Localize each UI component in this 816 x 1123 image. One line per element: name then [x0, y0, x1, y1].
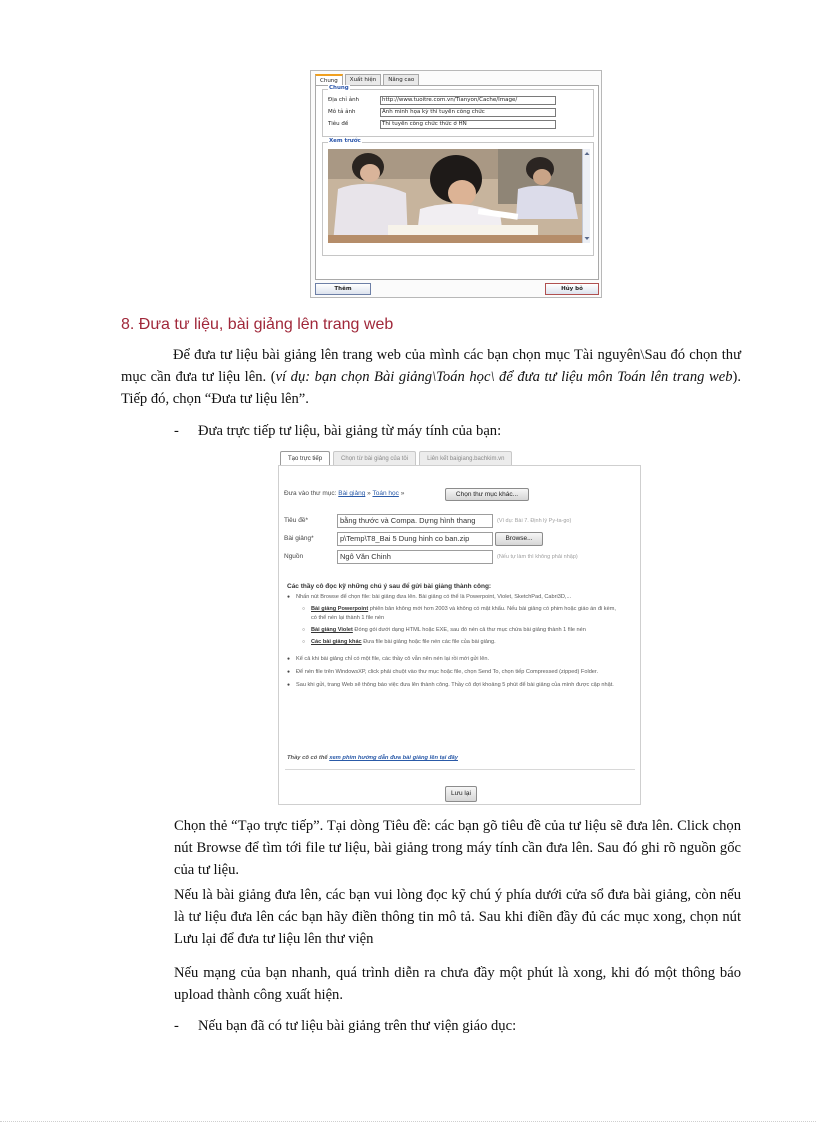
students-exam-photo — [328, 149, 582, 243]
note-powerpoint-text: phiên bản không mới hơn 2003 và không có mật khẩu. Nếu bài giảng có phim hoặc giáo án đi kèm, có thể nén lại thành 1 file nén — [311, 606, 616, 621]
choose-folder-button[interactable]: Chọn thư mục khác... — [445, 488, 529, 501]
paragraph-network-speed: Nếu mạng của bạn nhanh, quá trình diễn ra chưa đầy một phút là xong, khi đó một thông báo upload thành công xuất hiện. — [174, 965, 741, 1003]
intro-text-2: ). Tiếp đó, chọn “Đưa tư liệu lên”. — [121, 369, 741, 407]
title-input[interactable]: bằng thước và Compa. Dựng hình thang — [337, 514, 493, 528]
image-description-row — [328, 108, 590, 117]
save-button[interactable]: Lưu lại — [445, 786, 477, 802]
note-powerpoint — [287, 605, 617, 623]
tab-general[interactable]: Chung — [315, 74, 343, 86]
tab-advanced[interactable]: Nâng cao — [383, 74, 419, 85]
lecture-file-label: Bài giảng* — [284, 535, 314, 542]
preview-group — [322, 138, 594, 256]
folder-path-label: Đưa vào thư mục: — [284, 490, 337, 497]
browse-button[interactable]: Browse... — [495, 532, 543, 546]
source-input[interactable]: Ngô Văn Chinh — [337, 550, 493, 564]
title-label: Tiêu đề* — [284, 517, 308, 524]
image-url-label: Địa chỉ ảnh — [328, 97, 360, 103]
folder-link-math[interactable]: Toán học — [372, 490, 399, 497]
page-bottom-rule — [0, 1121, 816, 1122]
source-label: Nguồn — [284, 553, 304, 560]
note-compress: ● Kể cả khi bài giảng chỉ có một file, các thầy cô vẫn nên nén lại rồi mới gửi lên. — [287, 655, 627, 664]
image-url-input[interactable]: http://www.tuoitre.com.vn/Tianyon/Cache/Image/ — [380, 96, 556, 105]
bullet-text-2: Nếu bạn đã có tư liệu bài giảng trên thư viện giáo dục: — [198, 1018, 517, 1034]
note-browse: ● Nhấn nút Browse để chọn file: bài giảng đưa lên. Bài giảng có thể là Powerpoint, Violet, SketchPad, Cabri3D,... — [287, 593, 627, 602]
note-violet — [287, 626, 617, 635]
note-after-upload: ● Sau khi gửi, trang Web sẽ thông báo việc đưa lên thành công. Thầy cô đợi khoảng 5 phút để bài giảng của mình được cập nhật. — [287, 681, 627, 690]
source-hint: (Nếu tự làm thì không phải nhập) — [497, 554, 578, 560]
note-other-title: Các bài giảng khác — [311, 639, 362, 645]
title-hint: (Ví dụ: Bài 7. Định lý Py-ta-go) — [497, 518, 572, 524]
bullet-dash-2: - — [174, 1018, 179, 1034]
note-powerpoint-title: Bài giảng Powerpoint — [311, 606, 369, 612]
bullet-text: Đưa trực tiếp tư liệu, bài giảng từ máy tính của bạn: — [198, 423, 502, 439]
scroll-arrows-icon — [583, 149, 591, 243]
image-title-input[interactable]: Thi tuyển công chức thức ở HN — [380, 120, 556, 129]
note-windows-xp: ● Để nén file trên WindowsXP, click phải chuột vào thư mục hoặc file, chọn Send To, chọn tiếp Compressed (zipped) Folder. — [287, 668, 627, 677]
paragraph-create-direct: Chọn thẻ “Tạo trực tiếp”. Tại dòng Tiêu đề: các bạn gõ tiêu đề của tư liệu sẽ đưa lên. Click chọn nút Browse để tìm tới file tư liệu, bài giảng trong máy tính cần đưa lên. Sau đó ghi rõ nguồn gốc của tư liệu. — [174, 818, 741, 878]
image-dialog-panel — [315, 85, 599, 280]
preview-group-legend: Xem trước — [329, 138, 361, 144]
image-properties-dialog — [310, 70, 602, 298]
tutorial-video-link[interactable]: xem phim hướng dẫn đưa bài giảng lên tại đây — [329, 755, 458, 761]
folder-path — [284, 490, 404, 497]
note-other — [287, 638, 617, 647]
note-violet-title: Bài giảng Violet — [311, 627, 353, 633]
note-violet-text: Đóng gói dưới dạng HTML hoặc EXE, sau đó nén cả thư mục chứa bài giảng thành 1 file nén — [354, 627, 586, 633]
insert-button[interactable]: Thêm — [315, 283, 371, 295]
bullet-dash: - — [174, 423, 179, 439]
intro-text-1: Để đưa tư liệu bài giảng lên trang web của mình các bạn chọn mục Tài nguyên\Sau đó chọn thư mục cần đưa tư liệu lên. ( — [121, 347, 741, 385]
image-description-input[interactable]: Ảnh minh họa kỳ thi tuyển công chức — [380, 108, 556, 117]
tab-appearance[interactable]: Xuất hiện — [345, 74, 381, 85]
upload-form-screenshot — [275, 448, 643, 805]
intro-example-italic: ví dụ: bạn chọn Bài giảng\Toán học\ để đưa tư liệu môn Toán lên trang web — [275, 369, 733, 385]
tab-choose-my-lectures[interactable]: Chọn từ bài giảng của tôi — [333, 451, 416, 466]
image-url-row — [328, 96, 590, 105]
folder-path-separator: » — [367, 490, 371, 497]
paragraph-read-notes: Nếu là bài giảng đưa lên, các bạn vui lòng đọc kỹ chú ý phía dưới cửa sổ đưa bài giảng, còn nếu là tư liệu đưa lên các bạn hãy điền thông tin mô tả. Sau khi điền đầy đủ các mục xong, chọn nút Lưu lại để đưa tư liệu lên thư viện — [174, 887, 741, 947]
upload-form-body — [278, 465, 641, 805]
general-group-legend: Chung — [329, 85, 349, 91]
image-title-label: Tiêu đề — [328, 121, 349, 127]
cancel-button[interactable]: Hủy bỏ — [545, 283, 599, 295]
general-group — [322, 85, 594, 137]
image-description-label: Mô tả ảnh — [328, 109, 356, 115]
preview-scrollbar[interactable] — [582, 149, 590, 243]
intro-paragraph — [121, 344, 741, 410]
tab-link-baigiang[interactable]: Liên kết baigiang.bachkim.vn — [419, 451, 512, 466]
note-other-text: Đưa file bài giảng hoặc file nén các file của bài giảng. — [363, 639, 496, 645]
section-heading: 8. Đưa tư liệu, bài giảng lên trang web — [121, 316, 394, 333]
tab-create-direct[interactable]: Tạo trực tiếp — [280, 451, 330, 466]
image-title-row — [328, 120, 590, 129]
upload-tabs — [280, 451, 512, 466]
tutorial-footer — [287, 755, 458, 761]
folder-path-end: » — [400, 490, 405, 497]
notes-title: Các thầy cô đọc kỹ những chú ý sau để gửi bài giảng thành công: — [287, 583, 492, 590]
form-divider — [285, 769, 635, 770]
image-dialog-tabs — [315, 74, 419, 85]
folder-link-lectures[interactable]: Bài giảng — [338, 490, 366, 497]
lecture-file-input[interactable]: p\Temp\T8_Bai 5 Dung hinh co ban.zip — [337, 532, 493, 546]
preview-photo — [328, 149, 582, 243]
tutorial-footer-text: Thầy cô có thể — [287, 755, 328, 761]
notes-list — [287, 593, 627, 690]
